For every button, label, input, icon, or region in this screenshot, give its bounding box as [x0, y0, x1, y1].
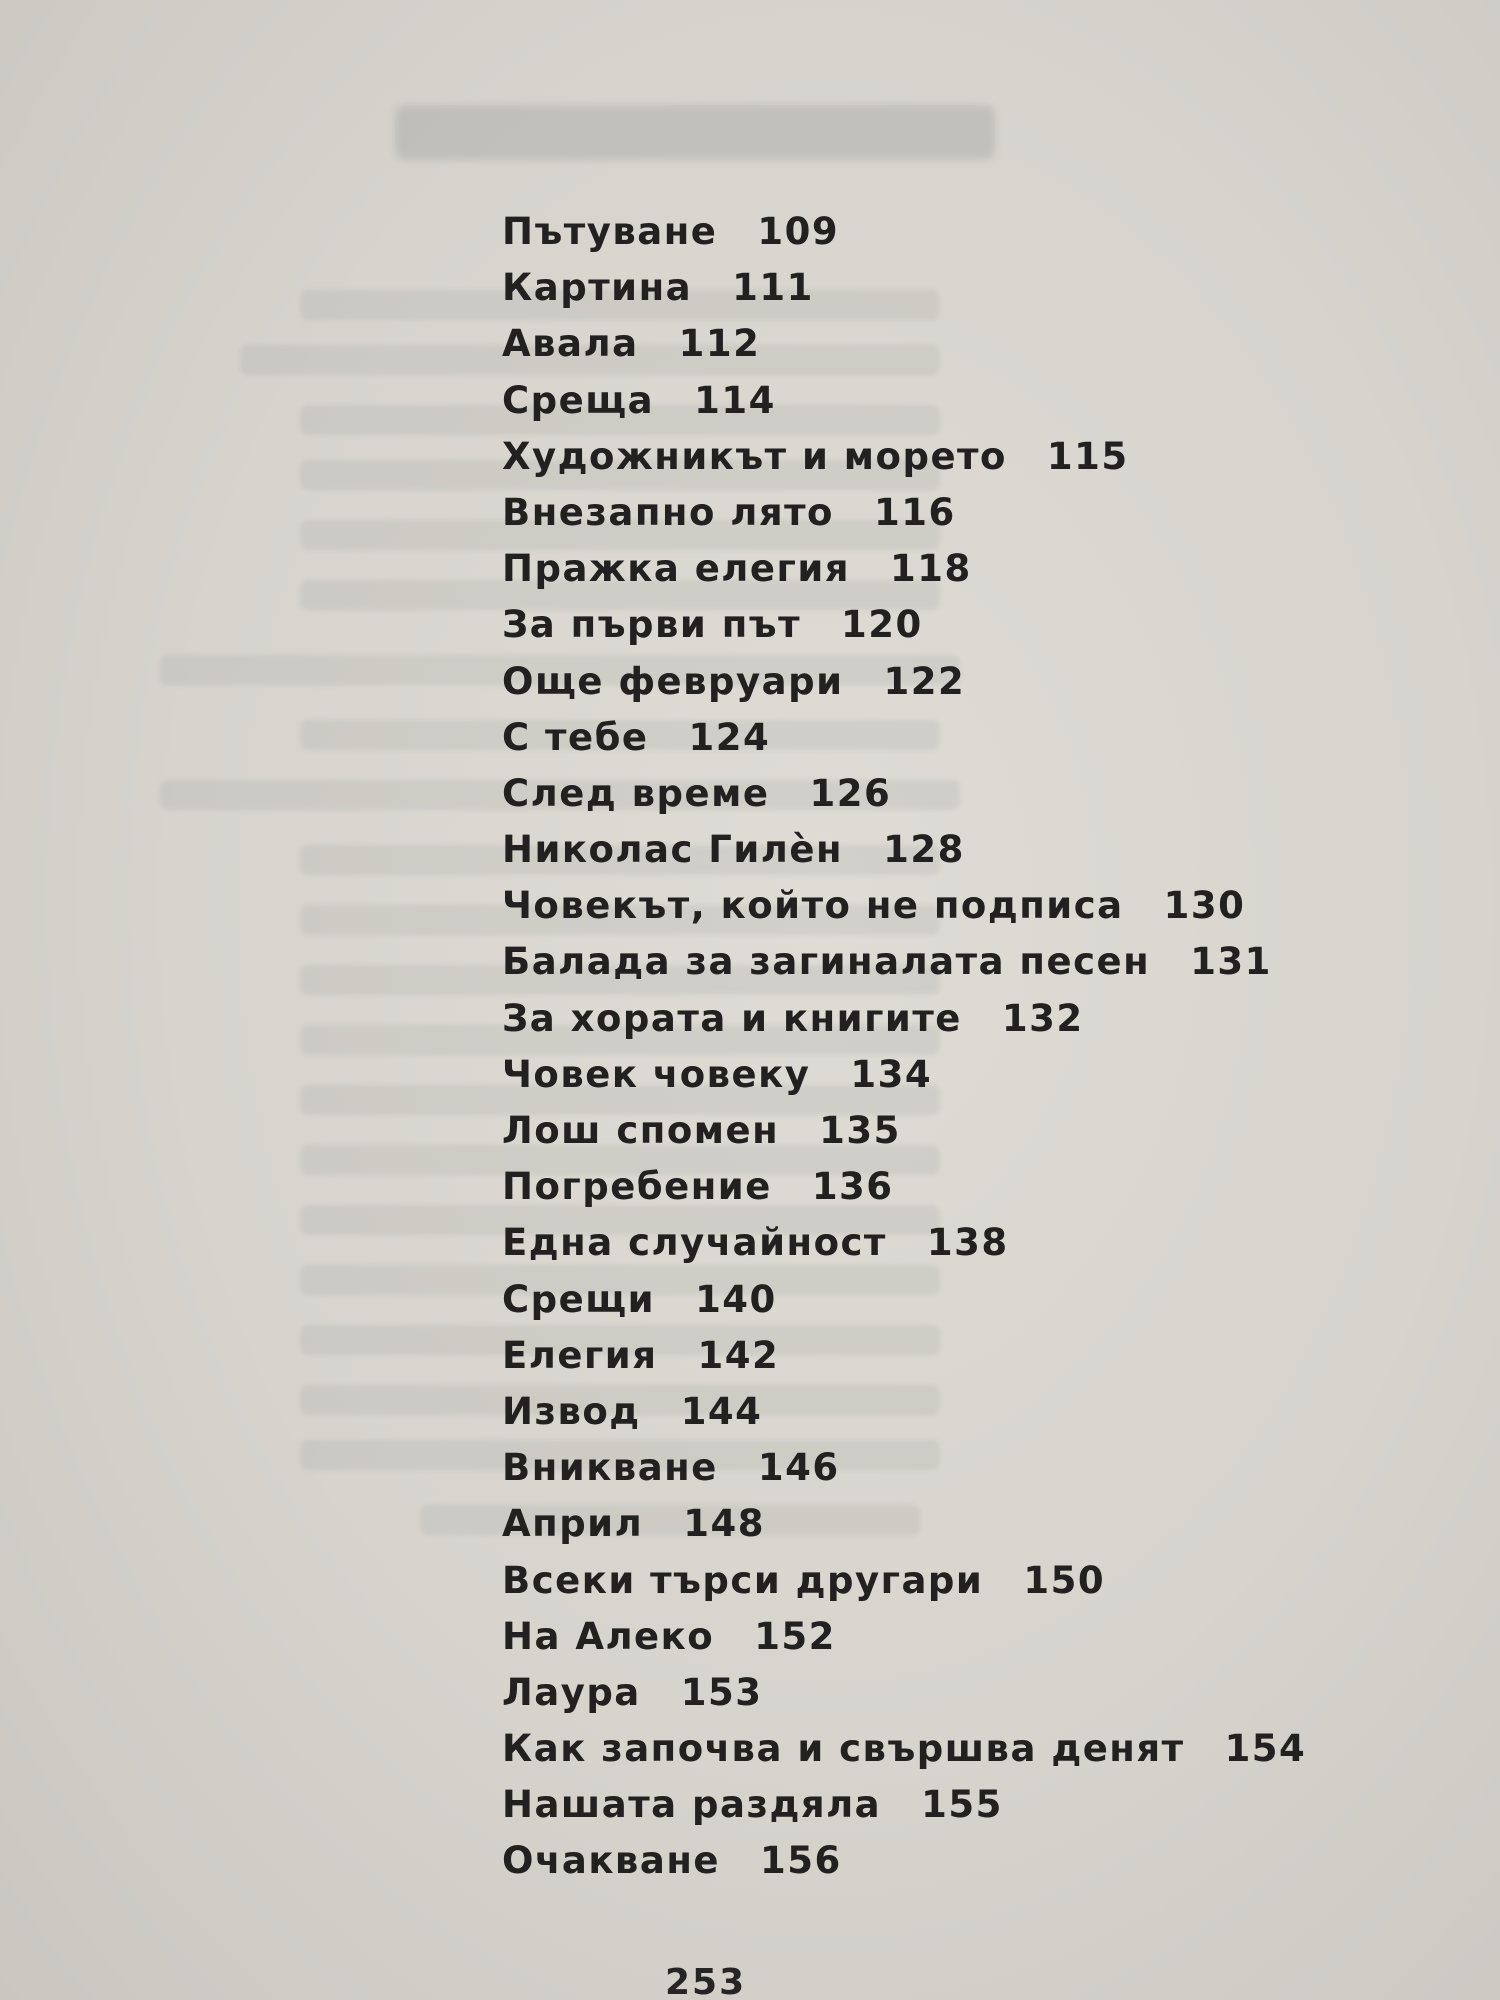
toc-entry-title: Пражка елегия [502, 547, 851, 591]
toc-entry-page: 144 [680, 1389, 763, 1433]
toc-entry-page: 135 [819, 1109, 901, 1152]
toc-entry [502, 1390, 1402, 1446]
toc-entry-title: Среща [502, 378, 655, 422]
toc-entry-title: Човекът, който не подписа [502, 884, 1124, 928]
toc-entry [502, 828, 1402, 884]
toc-entry [502, 491, 1402, 547]
toc-entry [502, 884, 1402, 940]
toc-entry-page: 142 [697, 1333, 780, 1377]
toc-entry [502, 1671, 1402, 1727]
toc-entry-page: 131 [1190, 940, 1272, 984]
toc-entry [502, 210, 1402, 266]
toc-entry [502, 716, 1402, 772]
toc-entry [502, 660, 1402, 716]
toc-entry-title: Всеки търси другари [502, 1558, 984, 1602]
toc-entry-page: 152 [754, 1614, 836, 1658]
toc-entry-page: 132 [1001, 996, 1084, 1040]
toc-entry-page: 111 [732, 266, 814, 310]
toc-entry [502, 1446, 1402, 1502]
toc-entry-page: 109 [757, 210, 840, 253]
toc-entry-title: Как започва и свършва денят [502, 1727, 1185, 1771]
bleed-through-heading [395, 105, 995, 160]
toc-entry [502, 547, 1402, 603]
toc-entry-page: 128 [883, 828, 965, 872]
table-of-contents [502, 210, 1402, 1896]
toc-entry [502, 1839, 1402, 1895]
toc-entry-title: На Алеко [502, 1614, 715, 1658]
toc-entry-page: 130 [1163, 884, 1246, 928]
toc-entry-page: 150 [1023, 1558, 1106, 1602]
toc-entry-title: Николас Гилѐн [502, 828, 844, 872]
toc-entry [502, 997, 1402, 1053]
toc-entry [502, 1278, 1402, 1334]
toc-entry-page: 122 [883, 659, 966, 703]
toc-entry [502, 1109, 1402, 1165]
toc-entry-title: Картина [502, 266, 693, 310]
toc-entry-page: 134 [850, 1052, 933, 1096]
toc-entry-page: 148 [683, 1502, 765, 1546]
toc-entry-page: 120 [841, 603, 923, 647]
toc-entry-page: 124 [688, 715, 771, 759]
toc-entry-title: Вникване [502, 1446, 718, 1490]
toc-entry-title: За хората и книгите [502, 996, 962, 1040]
toc-entry-title: След време [502, 771, 770, 815]
toc-entry-page: 114 [694, 378, 776, 422]
toc-entry-page: 126 [809, 771, 892, 815]
toc-entry-page: 146 [757, 1446, 840, 1490]
toc-entry-page: 112 [678, 322, 761, 366]
toc-entry-page: 116 [873, 490, 956, 534]
toc-entry-title: Нашата раздяла [502, 1783, 882, 1827]
toc-entry-page: 140 [695, 1277, 777, 1321]
toc-entry-page: 154 [1224, 1727, 1307, 1771]
toc-entry-title: Лаура [502, 1670, 641, 1714]
toc-entry-page: 118 [890, 547, 972, 591]
toc-entry [502, 603, 1402, 659]
toc-entry [502, 1559, 1402, 1615]
toc-entry-page: 155 [921, 1783, 1003, 1827]
toc-entry [502, 379, 1402, 435]
toc-entry-title: Внезапно лято [502, 490, 834, 534]
toc-entry-title: Художникът и морето [502, 434, 1007, 478]
toc-entry [502, 1165, 1402, 1221]
toc-entry [502, 1221, 1402, 1277]
toc-entry [502, 772, 1402, 828]
toc-entry-title: Април [502, 1502, 644, 1546]
toc-entry [502, 266, 1402, 322]
toc-entry [502, 1727, 1402, 1783]
toc-entry-title: Извод [502, 1389, 641, 1433]
toc-entry-page: 115 [1046, 434, 1129, 478]
toc-entry-title: С тебе [502, 715, 649, 759]
toc-entry [502, 1334, 1402, 1390]
toc-entry-title: Срещи [502, 1277, 656, 1321]
toc-entry [502, 1615, 1402, 1671]
toc-entry-title: Елегия [502, 1333, 658, 1377]
toc-entry-title: Погребение [502, 1165, 772, 1209]
toc-entry [502, 1783, 1402, 1839]
toc-entry [502, 940, 1402, 996]
toc-entry-title: Една случайност [502, 1221, 887, 1265]
toc-entry-title: Авала [502, 322, 639, 366]
toc-entry-page: 136 [811, 1165, 894, 1209]
page-number: 253 [665, 1962, 747, 2000]
toc-entry-title: Лош спомен [502, 1109, 780, 1152]
toc-entry-title: Балада за загиналата песен [502, 940, 1151, 984]
toc-entry [502, 435, 1402, 491]
toc-entry [502, 1053, 1402, 1109]
toc-entry-title: Още февруари [502, 659, 844, 703]
toc-entry-title: Човек човеку [502, 1052, 811, 1096]
toc-entry-page: 156 [759, 1839, 842, 1883]
toc-entry-title: За първи път [502, 603, 802, 647]
toc-entry-page: 138 [926, 1221, 1009, 1265]
toc-entry-page: 153 [680, 1670, 763, 1714]
toc-entry [502, 322, 1402, 378]
toc-entry-title: Пътуване [502, 210, 718, 253]
toc-entry-title: Очакване [502, 1839, 720, 1883]
toc-entry [502, 1502, 1402, 1558]
